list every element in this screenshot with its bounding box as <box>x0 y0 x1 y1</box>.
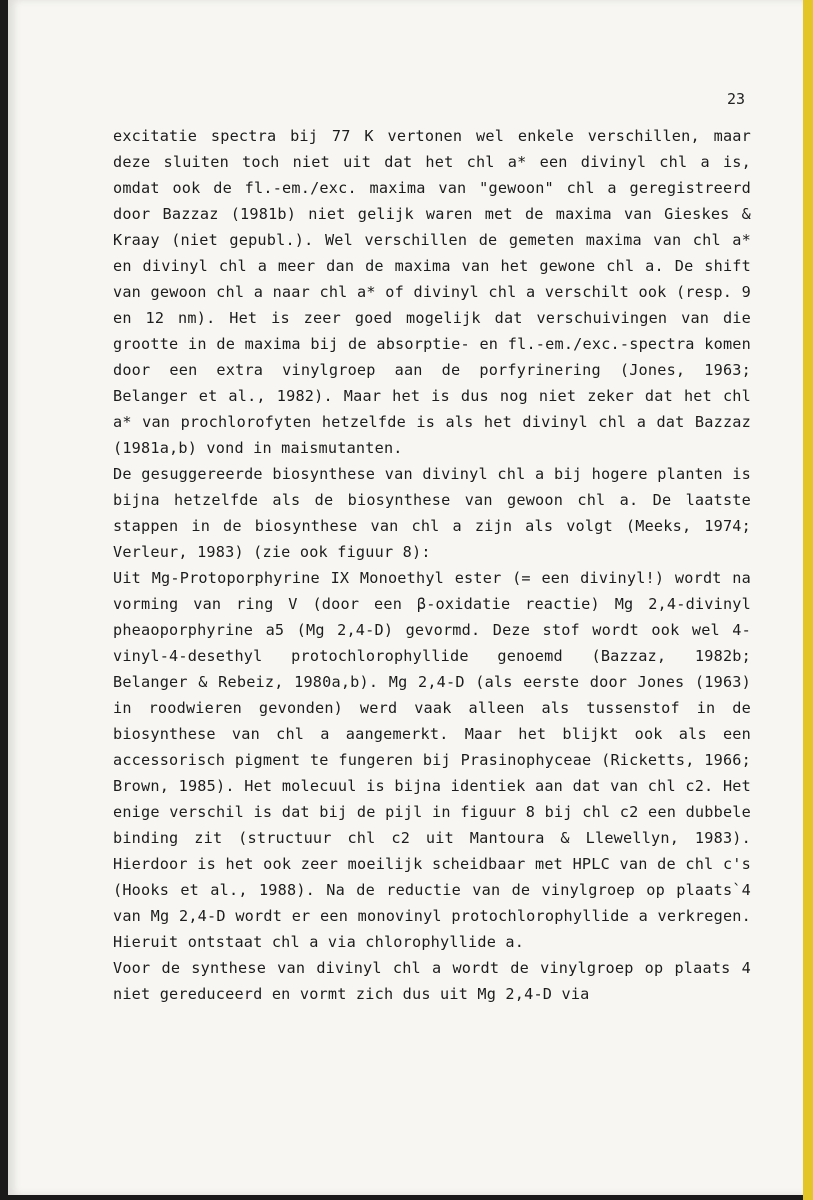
paragraph-2: De gesuggereerde biosynthese van divinyl chl a bij hogere planten is bijna hetzelfde als de biosynthese van gewoon chl a. De laatste stappen in de biosynthese van chl a zijn als volgt (Meeks, 1974; Verleur, 1983) (zie ook figuur 8): <box>113 465 751 561</box>
body-text <box>113 123 751 1007</box>
paragraph-1: excitatie spectra bij 77 K vertonen wel enkele verschillen, maar deze sluiten toch niet uit dat het chl a* een divinyl chl a is, omdat ook de fl.-em./exc. maxima van "gewoon" chl a geregistreerd door Bazzaz (1981b) niet gelijk waren met de maxima van Gieskes & Kraay (niet gepubl.). Wel verschillen de gemeten maxima van chl a* en divinyl chl a meer dan de maxima van het gewone chl a. De shift van gewoon chl a naar chl a* of divinyl chl a verschilt ook (resp. 9 en 12 nm). Het is zeer goed mogelijk dat verschuivingen van die grootte in de maxima bij de absorptie- en fl.-em./exc.-spectra komen door een extra vinylgroep aan de porfyrinering (Jones, 1963; Belanger et al., 1982). Maar het is dus nog niet zeker dat het chl a* van prochlorofyten hetzelfde is als het divinyl chl a dat Bazzaz (1981a,b) vond in maismutanten. <box>113 127 751 457</box>
document-page <box>8 0 803 1195</box>
binding-edge <box>803 0 813 1200</box>
paragraph-4: Voor de synthese van divinyl chl a wordt de vinylgroep op plaats 4 niet gereduceerd en vormt zich dus uit Mg 2,4-D via <box>113 959 751 1003</box>
page-number: 23 <box>726 90 745 108</box>
paragraph-3: Uit Mg-Protoporphyrine IX Monoethyl ester (= een divinyl!) wordt na vorming van ring V (door een β-oxidatie reactie) Mg 2,4-divinyl pheaoporphyrine a5 (Mg 2,4-D) gevormd. Deze stof wordt ook wel 4-vinyl-4-desethyl protochlorophyllide genoemd (Bazzaz, 1982b; Belanger & Rebeiz, 1980a,b). Mg 2,4-D (als eerste door Jones (1963) in roodwieren gevonden) werd vaak alleen als tussenstof in de biosynthese van chl a aangemerkt. Maar het blijkt ook als een accessorisch pigment te fungeren bij Prasinophyceae (Ricketts, 1966; Brown, 1985). Het molecuul is bijna identiek aan dat van chl c2. Het enige verschil is dat bij de pijl in figuur 8 bij chl c2 een dubbele binding zit (structuur chl c2 uit Mantoura & Llewellyn, 1983). Hierdoor is het ook zeer moeilijk scheidbaar met HPLC van de chl c's (Hooks et al., 1988). Na de reductie van de vinylgroep op plaats`4 van Mg 2,4-D wordt er een monovinyl protochlorophyllide a verkregen. Hieruit ontstaat chl a via chlorophyllide a. <box>113 569 751 951</box>
